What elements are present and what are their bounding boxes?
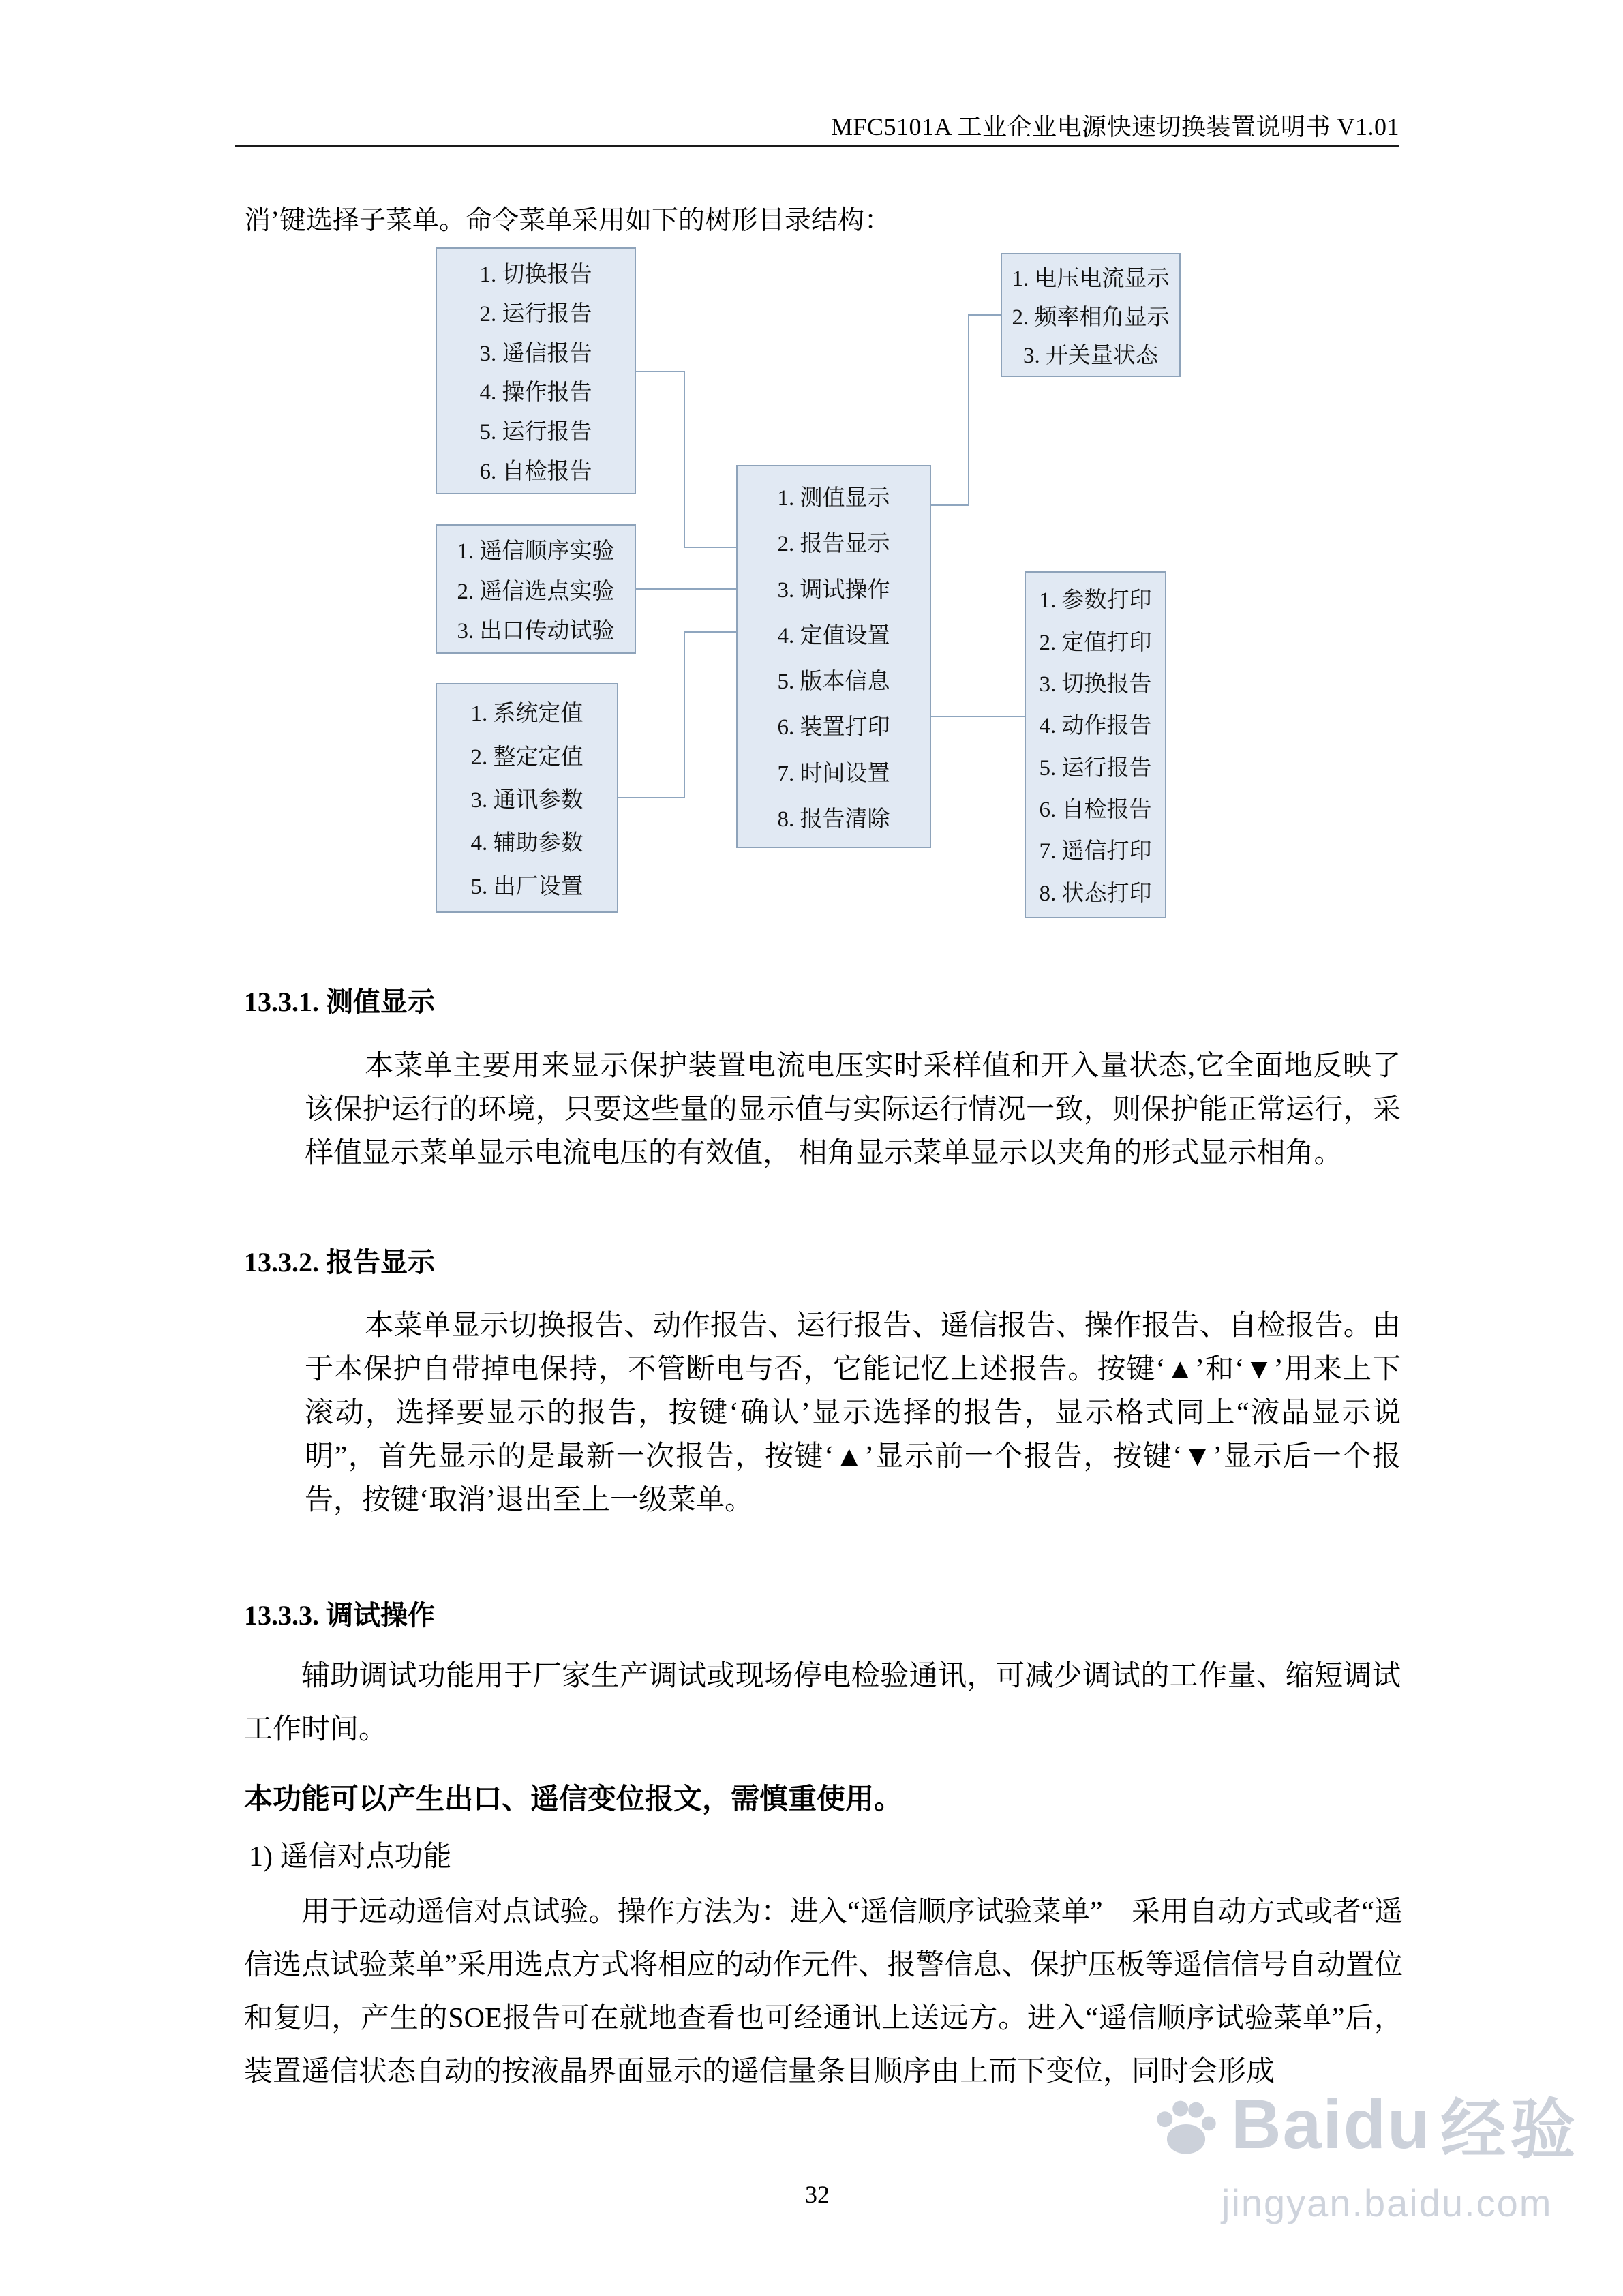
baidu-paw-icon [1151, 2089, 1222, 2160]
menu-item: 2. 运行报告 [479, 301, 592, 327]
menu-item: 2. 报告显示 [777, 532, 890, 557]
menu-item: 5. 运行报告 [1039, 755, 1152, 781]
menu-item: 4. 辅助参数 [470, 831, 583, 856]
section-body-13-3-1: 本菜单主要用来显示保护装置电流电压实时采样值和开入量状态,它全面地反映了该保护运行的环境，只要这些量的显示值与实际运行情况一致，则保护能正常运行，采样值显示菜单显示电流电压的有效值， 相角显示菜单显示以夹角的形式显示相角。 [305, 1051, 1401, 1169]
menu-box-debug-tests [436, 524, 636, 654]
menu-item: 8. 状态打印 [1039, 881, 1152, 906]
header-title: MFC5101A 工业企业电源快速切换装置说明书 V1.01 [830, 113, 1399, 140]
menu-item: 5. 出厂设置 [470, 874, 583, 899]
menu-item: 3. 出口传动试验 [457, 618, 615, 644]
menu-item: 7. 遥信打印 [1039, 839, 1152, 864]
menu-item: 6. 装置打印 [777, 715, 890, 740]
menu-box-print [1025, 571, 1166, 918]
menu-item: 2. 整定定值 [470, 744, 583, 770]
section-body-13-3-2: 本菜单显示切换报告、动作报告、运行报告、遥信报告、操作报告、自检报告。由于本保护自带掉电保持，不管断电与否，它能记忆上述报告。按键‘▲’和‘▼’用来上下滚动，选择要显示的报告，按键‘确认’显示选择的报告，显示格式同上“液晶显示说明”，首先显示的是最新一次报告，按键‘▲’显示前一个报告，按键‘▼’显示后一个报告，按键‘取消’退出至上一级菜单。 [305, 1310, 1401, 1516]
warning-statement: 本功能可以产生出口、遥信变位报文，需慎重使用。 [244, 1784, 903, 1815]
menu-item: 5. 版本信息 [777, 669, 890, 695]
menu-item: 6. 自检报告 [479, 459, 592, 485]
menu-item: 7. 时间设置 [777, 761, 890, 786]
menu-item: 1. 遥信顺序实验 [457, 539, 615, 564]
menu-item: 8. 报告清除 [777, 806, 890, 832]
watermark-brand-row [1151, 2078, 1579, 2171]
menu-item: 2. 定值打印 [1039, 630, 1152, 655]
menu-item: 3. 开关量状态 [1023, 343, 1158, 368]
menu-item: 3. 切换报告 [1039, 671, 1152, 697]
menu-item: 1. 电压电流显示 [1012, 267, 1170, 292]
baidu-watermark [1151, 2078, 1579, 2225]
menu-item: 4. 操作报告 [479, 380, 592, 406]
menu-item: 1. 切换报告 [479, 262, 592, 287]
menu-item: 1. 测值显示 [777, 486, 890, 511]
menu-box-measure-display [1001, 253, 1181, 377]
menu-box-reports [436, 247, 636, 494]
menu-item: 2. 频率相角显示 [1012, 305, 1170, 330]
menu-item: 3. 通讯参数 [470, 787, 583, 813]
menu-item: 2. 遥信选点实验 [457, 579, 615, 604]
watermark-url: jingyan.baidu.com [1222, 2181, 1553, 2224]
header-rule [235, 145, 1399, 147]
menu-item: 6. 自检报告 [1039, 797, 1152, 822]
menu-item: 3. 调试操作 [777, 577, 890, 603]
menu-item: 5. 运行报告 [479, 420, 592, 445]
menu-box-main-menu [736, 465, 931, 848]
page-number: 32 [805, 2181, 830, 2208]
menu-item: 1. 参数打印 [1039, 588, 1152, 614]
intro-text: 消’键选择子菜单。命令菜单采用如下的树形目录结构： [244, 206, 891, 235]
section-body-13-3-3-para1: 辅助调试功能用于厂家生产调试或现场停电检验通讯，可减少调试的工作量、缩短调试工作时间。 [244, 1661, 1401, 1745]
menu-item: 4. 动作报告 [1039, 714, 1152, 739]
menu-item: 4. 定值设置 [777, 623, 890, 648]
watermark-brand-cn-text: 经验 [1440, 2094, 1580, 2166]
menu-item: 1. 系统定值 [470, 701, 583, 727]
section-heading-13-3-1: 13.3.1. 测值显示 [244, 986, 435, 1017]
menu-item: 3. 遥信报告 [479, 341, 592, 366]
list-item-label: 1) 遥信对点功能 [249, 1841, 452, 1873]
menu-box-settings [436, 683, 618, 913]
section-heading-13-3-2: 13.3.2. 报告显示 [244, 1247, 435, 1278]
watermark-brand-text: Baidu [1231, 2085, 1431, 2163]
section-heading-13-3-3: 13.3.3. 调试操作 [244, 1600, 435, 1631]
section-body-13-3-3-para2: 用于远动遥信对点试验。操作方法为：进入“遥信顺序试验菜单” 采用自动方式或者“遥信选点试验菜单”采用选点方式将相应的动作元件、报警信息、保护压板等遥信信号自动置位和复归，产生的SOE报告可在就地查看也可经通讯上送远方。进入“遥信顺序试验菜单”后，装置遥信状态自动的按液晶界面显示的遥信量条目顺序由上而下变位，同时会形成 [244, 1897, 1403, 2087]
